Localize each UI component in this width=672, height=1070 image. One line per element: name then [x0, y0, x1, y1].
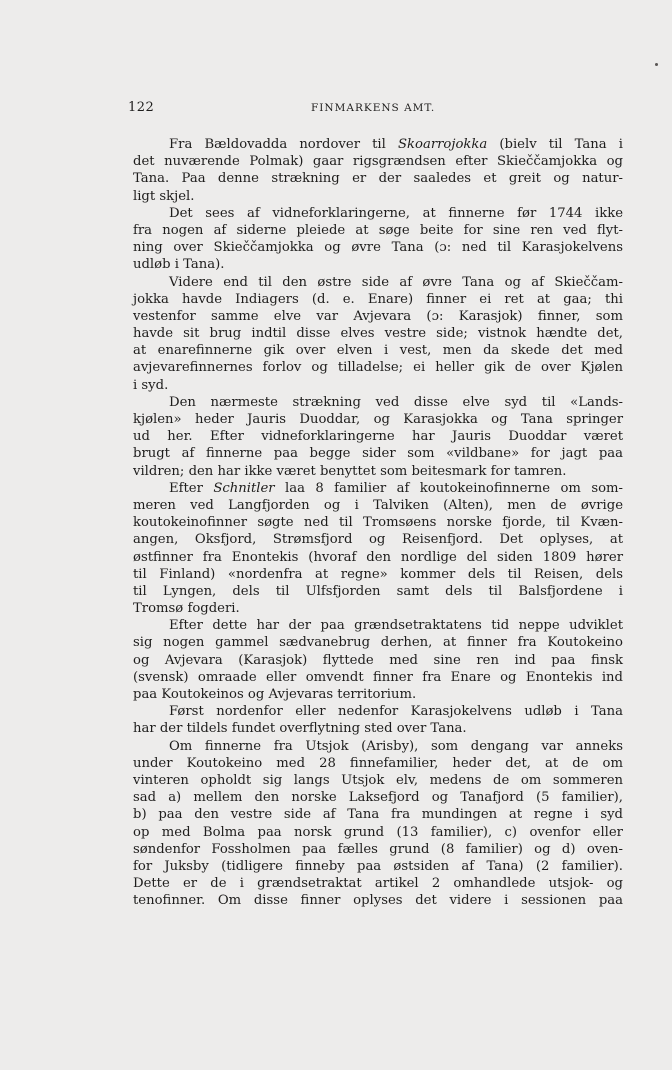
text-line [133, 858, 623, 875]
text-line [133, 188, 623, 205]
text-line [133, 549, 623, 566]
text-line [133, 772, 623, 789]
text-span: til Lyngen, dels til Ulfsfjorden samt dels til Balsfjordene i [133, 583, 623, 599]
text-line [133, 806, 623, 823]
text-span: vestenfor samme elve var Avjevara (ɔ: Karasjok) finner, som [133, 308, 623, 324]
page-header [128, 100, 624, 120]
text-line [133, 256, 623, 273]
text-line [133, 531, 623, 548]
text-line [133, 153, 623, 170]
text-span: havde sit brug indtil disse elves vestre side; vistnok hændte det, [133, 326, 623, 342]
text-line [133, 634, 623, 651]
paragraph [133, 205, 623, 274]
text-line [133, 291, 623, 308]
text-line [133, 325, 623, 342]
text-span: fra nogen af siderne pleiede at søge beite for sine ren ved flyt- [133, 222, 623, 238]
text-span: (svensk) omraade eller omvendt finner fra Enare og Enontekis ind [133, 669, 623, 685]
text-span: Den nærmeste strækning ved disse elve syd til «Lands- [169, 394, 623, 410]
paragraph [133, 738, 623, 910]
text-span: Om finnerne fra Utsjok (Arisby), som dengang var anneks [169, 738, 623, 754]
text-line [133, 824, 623, 841]
text-span: Efter [169, 480, 214, 496]
running-title: FINMARKENS AMT. [311, 102, 436, 114]
text-span: ligt skjel. [133, 188, 195, 204]
text-line [133, 239, 623, 256]
text-span: sad a) mellem den norske Laksefjord og Tanafjord (5 familier), [133, 790, 623, 806]
text-line [133, 600, 623, 617]
text-span: udløb i Tana). [133, 257, 225, 273]
text-span: paa Koutokeinos og Avjevaras territorium. [133, 687, 417, 702]
text-span: ud her. Efter vidneforklaringerne har Jauris Duoddar været [133, 429, 623, 445]
paragraph [133, 480, 623, 618]
text-line [133, 136, 623, 153]
text-span: avjevarefinnernes forlov og tilladelse; ei heller gik de over Kjølen [133, 360, 623, 376]
paragraph [133, 394, 623, 480]
text-span: det nuværende Polmak) gaar rigsgrændsen efter Skieččamjokka og [133, 154, 623, 170]
paragraph [133, 703, 623, 737]
text-span: b) paa den vestre side af Tana fra mundingen at regne i syd [133, 807, 623, 823]
text-line [133, 463, 623, 480]
text-line [133, 394, 623, 411]
text-line [133, 274, 623, 291]
text-line [133, 892, 623, 909]
text-line [133, 170, 623, 187]
text-line [133, 686, 623, 703]
text-line [133, 359, 623, 376]
text-span: vinteren opholdt sig langs Utsjok elv, medens de om sommeren [133, 772, 623, 788]
text-span: jokka havde Indiagers (d. e. Enare) finner ei ret at gaa; thi [133, 291, 623, 307]
text-span: kjølen» heder Jauris Duoddar, og Karasjokka og Tana springer [133, 412, 623, 427]
text-line [133, 377, 623, 394]
text-span: vildren; den har ikke været benyttet som beitesmark for tamren. [133, 463, 567, 479]
text-line [133, 497, 623, 514]
text-line [133, 755, 623, 772]
text-span: Videre end til den østre side af øvre Tana og af Skieččam- [169, 274, 623, 290]
text-line [133, 703, 623, 720]
italic-name: Schnitler [213, 480, 275, 496]
text-span: Det sees af vidneforklaringerne, at finnerne før 1744 ikke [169, 205, 623, 221]
paper-speck [655, 63, 658, 66]
text-span: angen, Oksfjord, Strømsfjord og Reisenfjord. Det oplyses, at [133, 532, 623, 548]
text-span: Tromsø fogderi. [133, 601, 240, 617]
text-span: Tana. Paa denne strækning er der saaledes et greit og natur- [133, 171, 623, 187]
text-span: koutokeinofinner søgte ned til Tromsøens norske fjorde, til Kvæn- [133, 515, 623, 531]
text-line [133, 428, 623, 445]
text-span: østfinner fra Enontekis (hvoraf den nordlige del siden 1809 hører [133, 549, 623, 565]
text-line [133, 583, 623, 600]
text-line [133, 652, 623, 669]
text-span: brugt af finnerne paa begge sider som «vildbane» for jagt paa [133, 446, 623, 462]
text-span: og Avjevara (Karasjok) flyttede med sine ren ind paa finsk [133, 652, 623, 668]
text-span: Først nordenfor eller nedenfor Karasjokelvens udløb i Tana [169, 704, 623, 720]
text-line [133, 514, 623, 531]
text-line [133, 205, 623, 222]
text-span: at enarefinnerne gik over elven i vest, men da skede det med [133, 343, 623, 359]
text-span: har der tildels fundet overflytning sted over Tana. [133, 721, 467, 737]
paragraph [133, 136, 623, 205]
text-line [133, 480, 623, 497]
paragraph [133, 617, 623, 703]
text-line [133, 738, 623, 755]
text-line [133, 222, 623, 239]
text-line [133, 445, 623, 462]
text-span: (bielv til Tana i [487, 137, 623, 152]
text-span: Dette er de i grændsetraktat artikel 2 omhandlede utsjok- og [133, 876, 623, 892]
text-line [133, 841, 623, 858]
italic-name: Skoarrojokka [398, 137, 488, 152]
text-line [133, 720, 623, 737]
text-span: tenofinner. Om disse finner oplyses det videre i sessionen paa [133, 893, 623, 909]
text-line [133, 411, 623, 428]
text-span: for Juksby (tidligere finneby paa østsiden af Tana) (2 familier). [133, 858, 623, 874]
text-line [133, 617, 623, 634]
paragraph [133, 274, 623, 394]
page-number: 122 [128, 100, 155, 115]
text-span: søndenfor Fossholmen paa fælles grund (8 familier) og d) oven- [133, 841, 623, 857]
text-line [133, 566, 623, 583]
text-span: Fra Bældovadda nordover til [169, 137, 398, 152]
text-span: under Koutokeino med 28 finnefamilier, heder det, at de om [133, 755, 623, 771]
text-line [133, 875, 623, 892]
text-span: meren ved Langfjorden og i Talviken (Alten), men de øvrige [133, 497, 623, 513]
body-text [133, 136, 623, 909]
text-span: til Finland) «nordenfra at regne» kommer dels til Reisen, dels [133, 566, 623, 582]
text-span: op med Bolma paa norsk grund (13 familier), c) ovenfor eller [133, 824, 623, 840]
text-line [133, 342, 623, 359]
text-span: laa 8 familier af koutokeinofinnerne om som- [274, 480, 624, 496]
text-span: i syd. [133, 377, 169, 393]
text-span: Efter dette har der paa grændsetraktatens tid neppe udviklet [169, 618, 623, 634]
text-line [133, 669, 623, 686]
text-line [133, 789, 623, 806]
text-span: sig nogen gammel sædvanebrug derhen, at finner fra Koutokeino [133, 635, 623, 651]
text-span: ning over Skieččamjokka og øvre Tana (ɔ: ned til Karasjokelvens [133, 240, 623, 256]
text-line [133, 308, 623, 325]
